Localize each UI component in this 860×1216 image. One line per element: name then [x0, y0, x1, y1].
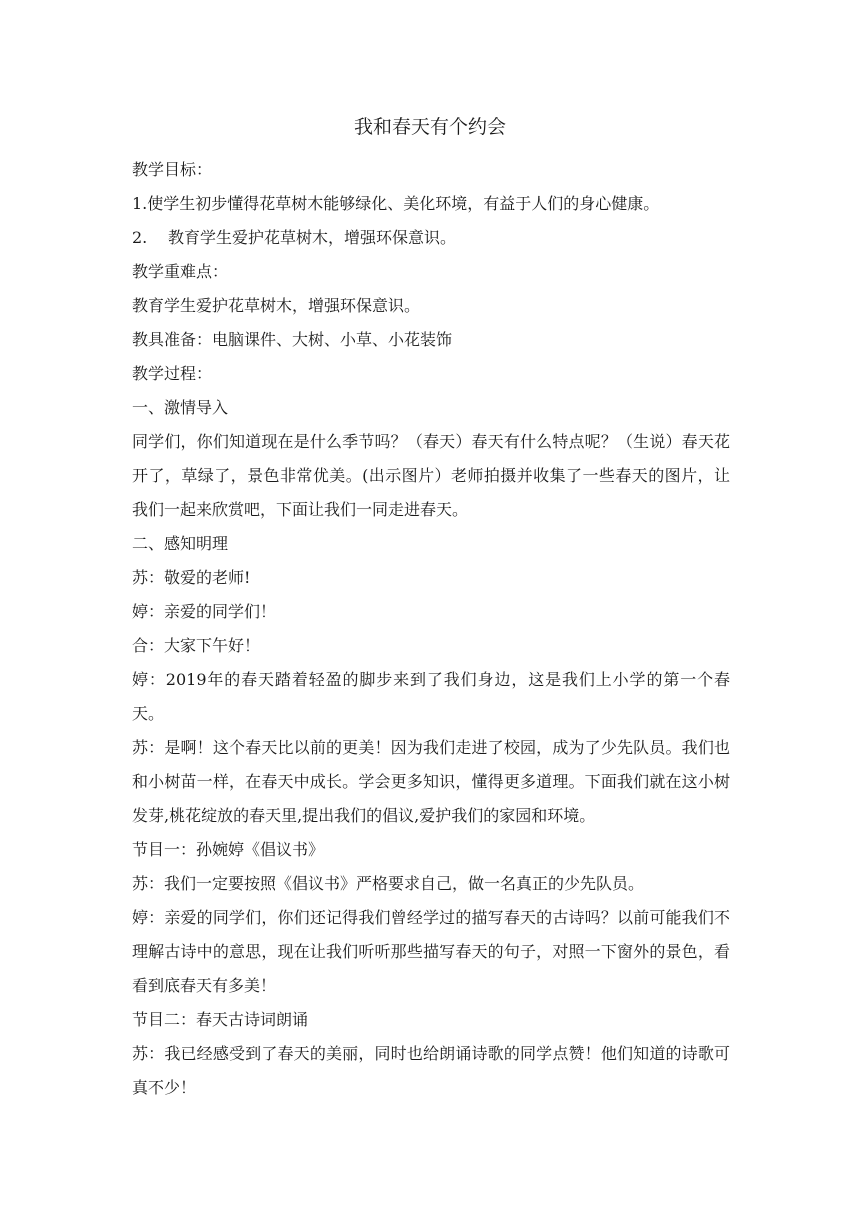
document-body [132, 153, 730, 1105]
section-1-heading: 一、激情导入 [132, 398, 229, 417]
section-1-paragraph: 同学们，你们知道现在是什么季节吗？（春天）春天有什么特点呢？（生说）春天花开了，草绿了，景色非常优美。(出示图片）老师拍摄并收集了一些春天的图片，让我们一起来欣赏吧，下面让我们一同走进春天。 [132, 432, 730, 519]
materials-text: 教具准备：电脑课件、大树、小草、小花装饰 [132, 330, 453, 349]
goals-heading: 教学目标： [132, 160, 213, 179]
dialogue-su-1: 苏：敬爱的老师! [132, 568, 251, 587]
program-1: 节目一：孙婉婷《倡议书》 [132, 840, 325, 859]
dialogue-su-4: 苏：我已经感受到了春天的美丽，同时也给朗诵诗歌的同学点赞！他们知道的诗歌可真不少！ [132, 1044, 730, 1097]
dialogue-ting-1: 婷：亲爱的同学们！ [132, 602, 277, 621]
program-2: 节目二：春天古诗词朗诵 [132, 1010, 309, 1029]
dialogue-ting-2: 婷：2019年的春天踏着轻盈的脚步来到了我们身边，这是我们上小学的第一个春天。 [132, 670, 730, 723]
goal-item-2-text: 教育学生爱护花草树木，增强环保意识。 [168, 228, 457, 247]
document-title: 我和春天有个约会 [353, 116, 506, 138]
key-points-heading: 教学重难点： [132, 262, 229, 281]
goal-item-2-number: 2. [132, 228, 148, 247]
dialogue-su-3: 苏：我们一定要按照《倡议书》严格要求自己，做一名真正的少先队员。 [132, 874, 645, 893]
process-heading: 教学过程： [132, 364, 213, 383]
section-2-heading: 二、感知明理 [132, 534, 229, 553]
dialogue-he-1: 合：大家下午好！ [132, 636, 261, 655]
dialogue-su-2: 苏：是啊！这个春天比以前的更美！因为我们走进了校园，成为了少先队员。我们也和小树苗一样，在春天中成长。学会更多知识，懂得更多道理。下面我们就在这小树发芽,桃花绽放的春天里,提出我们的倡议,爱护我们的家园和环境。 [132, 738, 730, 825]
key-points-text: 教育学生爱护花草树木，增强环保意识。 [132, 296, 421, 315]
dialogue-ting-3: 婷：亲爱的同学们，你们还记得我们曾经学过的描写春天的古诗吗？以前可能我们不理解古诗中的意思，现在让我们听听那些描写春天的句子，对照一下窗外的景色，看看到底春天有多美！ [132, 908, 730, 995]
goal-item-1: 1.使学生初步懂得花草树木能够绿化、美化环境，有益于人们的身心健康。 [132, 194, 660, 213]
goal-item-2 [132, 221, 730, 255]
